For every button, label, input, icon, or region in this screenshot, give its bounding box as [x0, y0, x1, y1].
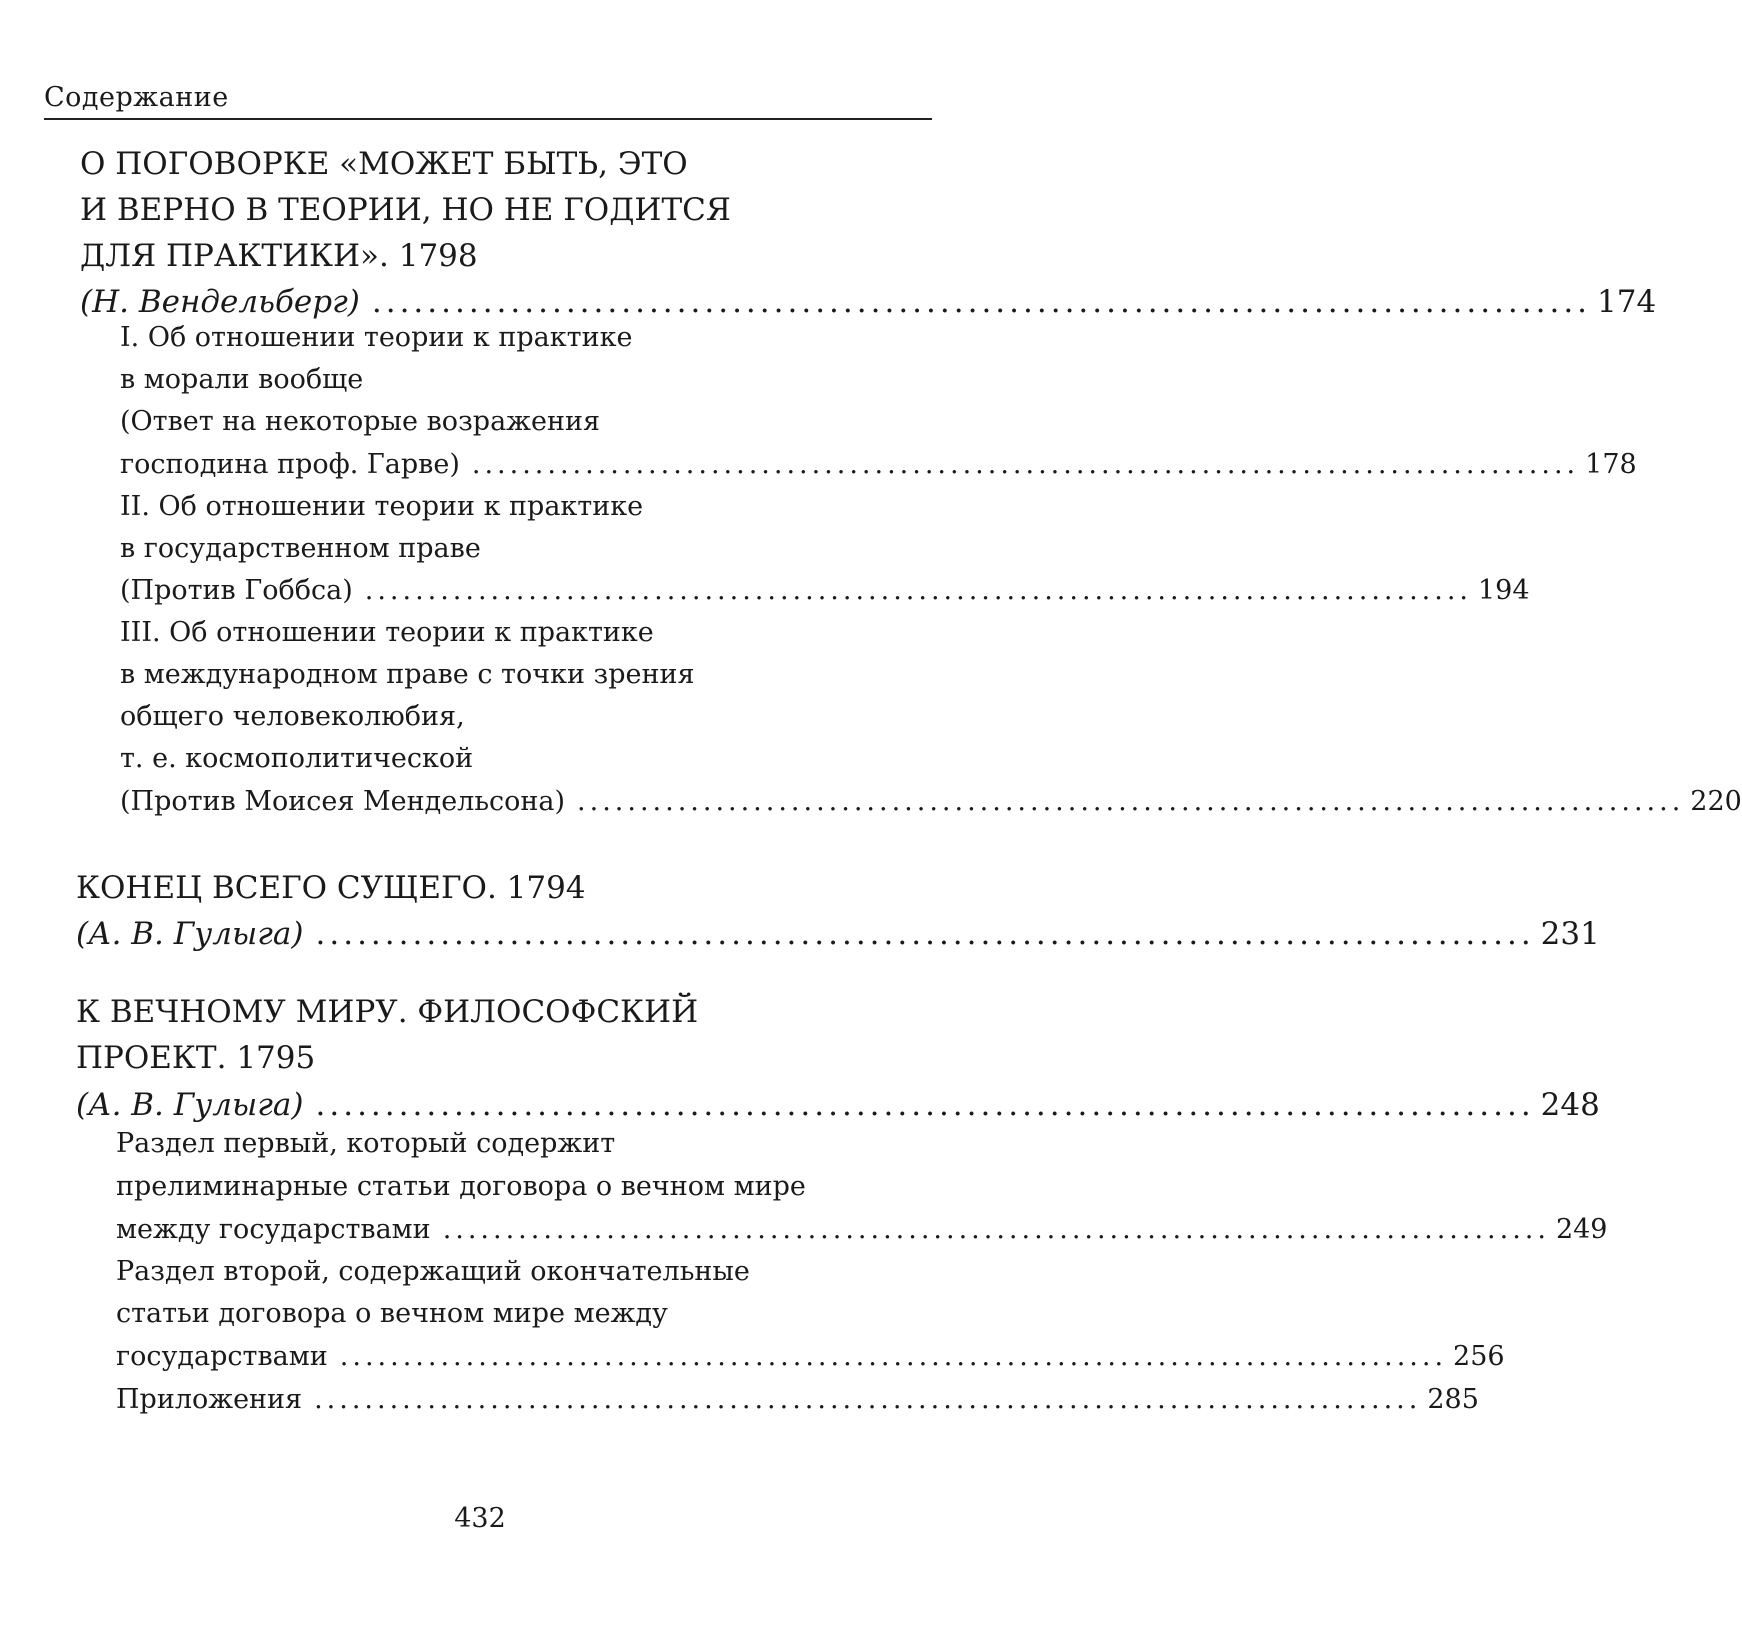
toc-entry[interactable] [76, 1087, 1600, 1123]
entry-label: (Против Моисея Мендельсона) [120, 786, 566, 817]
page-number: 194 [1478, 575, 1530, 606]
entry-label: господина проф. Гарве) [120, 449, 460, 480]
entry-label: между государствами [116, 1214, 431, 1245]
subsection-line: статьи договора о вечном мире между [116, 1298, 668, 1329]
subsection-line: в международном праве с точки зрения [120, 659, 695, 690]
toc-entry[interactable] [116, 1384, 1479, 1415]
page-number: 248 [1540, 1087, 1600, 1123]
toc-entry[interactable] [120, 449, 1637, 480]
entry-author: (А. В. Гулыга) [76, 916, 304, 952]
entry-author: (А. В. Гулыга) [76, 1087, 304, 1123]
dot-leader: ........................................................................................ [364, 575, 1472, 606]
toc-entry[interactable] [116, 1214, 1608, 1245]
page-number: 249 [1555, 1214, 1608, 1245]
entry-label: (Против Гоббса) [120, 575, 353, 606]
subsection-line: III. Об отношении теории к практике [120, 617, 654, 648]
section-title-line: К ВЕЧНОМУ МИРУ. ФИЛОСОФСКИЙ [76, 994, 699, 1030]
toc-entry[interactable] [120, 786, 1742, 817]
entry-label: государствами [116, 1341, 328, 1372]
subsection-line: II. Об отношении теории к практике [120, 491, 644, 522]
toc-entry[interactable] [76, 916, 1600, 952]
dot-leader: ........................................................................................ [471, 449, 1580, 480]
section-title-line: КОНЕЦ ВСЕГО СУЩЕГО. 1794 [76, 870, 586, 906]
dot-leader: ........................................................................................ [371, 284, 1592, 320]
subsection-line: т. е. космополитической [120, 743, 474, 774]
dot-leader: ........................................................................................ [339, 1341, 1448, 1372]
running-header: Содержание [44, 82, 229, 113]
page-footer-number: 432 [454, 1503, 506, 1534]
page-number: 256 [1453, 1341, 1505, 1372]
subsection-line: прелиминарные статьи договора о вечном мире [116, 1171, 806, 1202]
subsection-line: общего человеколюбия, [120, 701, 465, 732]
page-number: 174 [1597, 284, 1657, 320]
subsection-line: в государственном праве [120, 533, 481, 564]
section-title-line: И ВЕРНО В ТЕОРИИ, НО НЕ ГОДИТСЯ [80, 192, 731, 228]
subsection-line: I. Об отношении теории к практике [120, 322, 633, 353]
page-number: 231 [1540, 916, 1600, 952]
page-number: 178 [1585, 449, 1637, 480]
dot-leader: ........................................................................................ [315, 1087, 1535, 1123]
toc-entry[interactable] [80, 284, 1657, 320]
entry-label: Приложения [116, 1384, 303, 1415]
dot-leader: ........................................................................................ [442, 1214, 1550, 1245]
entry-author: (Н. Вендельберг) [80, 284, 360, 320]
subsection-line: Раздел первый, который содержит [116, 1128, 616, 1159]
subsection-line: в морали вообще [120, 364, 364, 395]
page-number: 220 [1690, 786, 1742, 817]
subsection-line: (Ответ на некоторые возражения [120, 406, 601, 437]
header-rule [44, 118, 932, 120]
dot-leader: ........................................................................................ [314, 1384, 1422, 1415]
dot-leader: ........................................................................................ [315, 916, 1535, 952]
dot-leader: ........................................................................................ [577, 786, 1685, 817]
subsection-line: Раздел второй, содержащий окончательные [116, 1256, 750, 1287]
toc-entry[interactable] [120, 575, 1530, 606]
page-number: 285 [1427, 1384, 1479, 1415]
section-title-line: ПРОЕКТ. 1795 [76, 1040, 316, 1076]
section-title-line: О ПОГОВОРКЕ «МОЖЕТ БЫТЬ, ЭТО [80, 146, 688, 182]
toc-entry[interactable] [116, 1341, 1505, 1372]
section-title-line: ДЛЯ ПРАКТИКИ». 1798 [80, 238, 478, 274]
